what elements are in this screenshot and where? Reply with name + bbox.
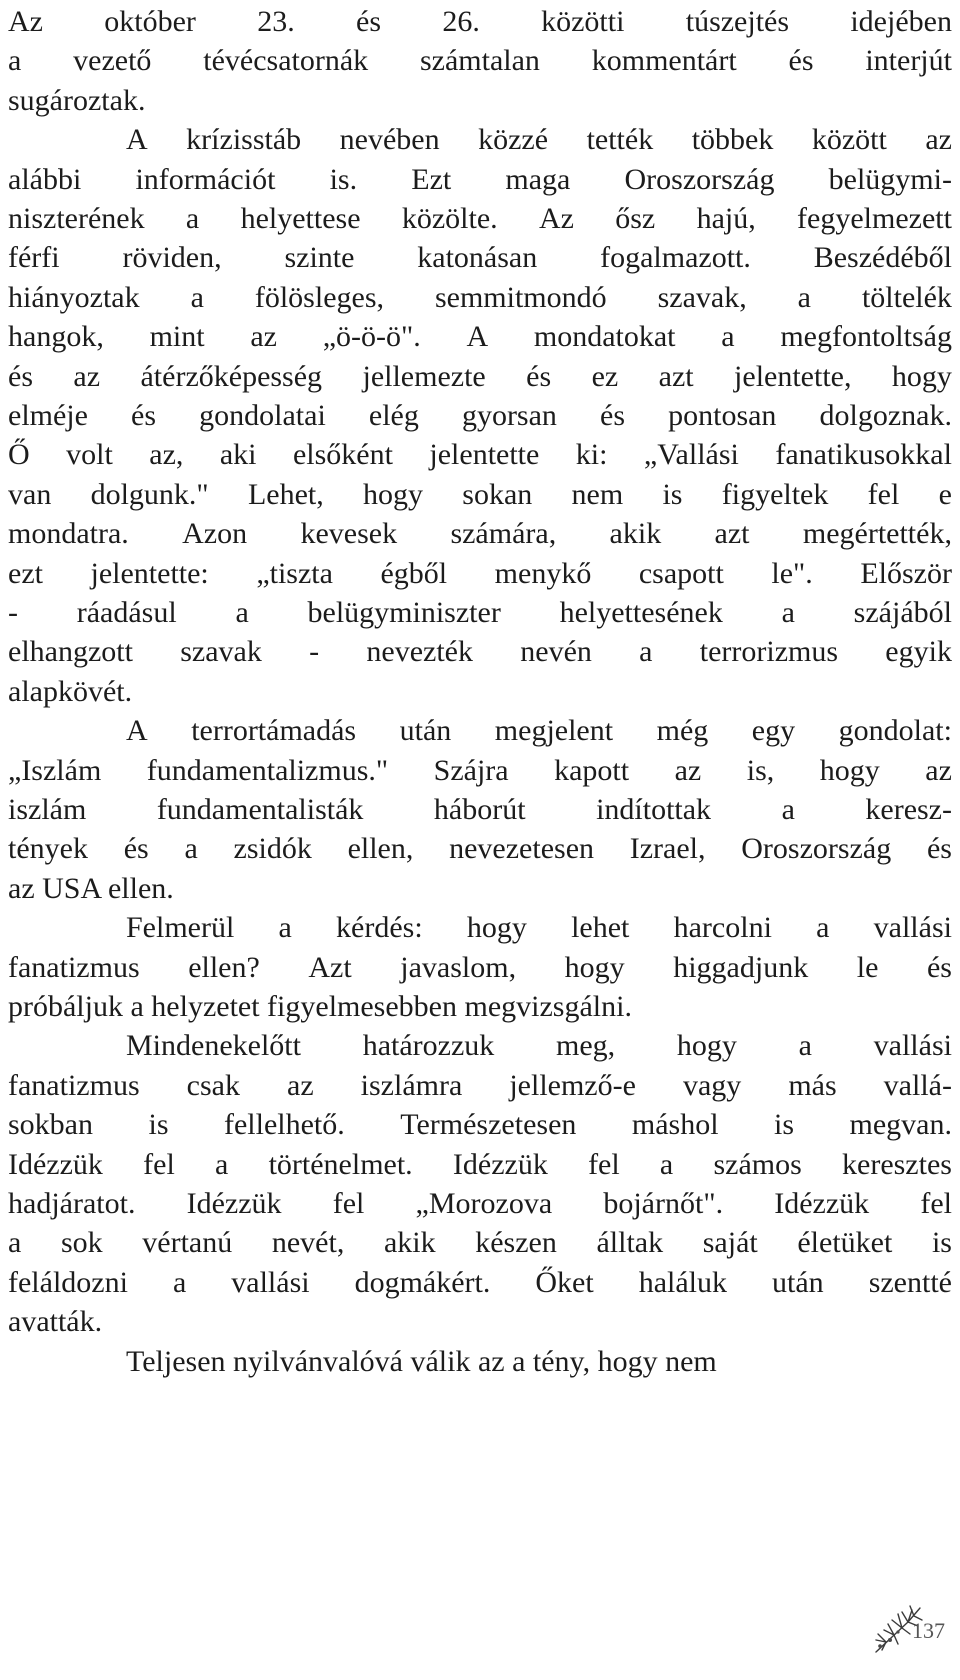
- text-line: hiányoztak a fölösleges, semmitmondó szavak, a töltelék: [8, 280, 952, 314]
- text-line: fanatizmus ellen? Azt javaslom, hogy higgadjunk le és: [8, 950, 952, 984]
- text-line: niszterének a helyettese közölte. Az ősz hajú, fegyelmezett: [8, 202, 952, 235]
- text-line: A terrortámadás után megjelent még egy gondolat:: [126, 714, 952, 748]
- text-line: feláldozni a vallási dogmákért. Őket haláluk után szentté: [8, 1265, 952, 1299]
- text-line: A krízisstáb nevében közzé tették többek között az: [126, 123, 952, 157]
- text-line: és az átérzőképesség jellemezte és ez azt jelentette, hogy: [8, 359, 952, 393]
- text-line: Felmerül a kérdés: hogy lehet harcolni a vallási: [126, 911, 952, 945]
- text-line: alábbi információt is. Ezt maga Oroszország belügymi-: [8, 162, 952, 196]
- text-line: van dolgunk." Lehet, hogy sokan nem is figyeltek fel e: [8, 477, 952, 511]
- text-line: sokban is fellelhető. Természetesen máshol is megvan.: [8, 1108, 952, 1142]
- text-line: ezt jelentette: „tiszta égből menykő csapott le". Először: [8, 556, 952, 590]
- text-line: Az október 23. és 26. közötti túszejtés idejében: [8, 5, 952, 38]
- text-line: avatták.: [8, 1305, 103, 1339]
- text-line: fanatizmus csak az iszlámra jellemző-e vagy más vallá-: [8, 1068, 952, 1102]
- text-line: iszlám fundamentalisták háborút indítottak a keresz-: [8, 793, 952, 826]
- text-line: mondatra. Azon kevesek számára, akik azt megértették,: [8, 517, 952, 551]
- page-number: 137: [912, 1618, 945, 1643]
- text-line: „Iszlám fundamentalizmus." Szájra kapott az is, hogy az: [8, 753, 952, 787]
- text-line: Mindenekelőtt határozzuk meg, hogy a vallási: [126, 1029, 952, 1063]
- text-line: Teljesen nyilvánvalóvá válik az a tény, hogy nem: [126, 1344, 717, 1378]
- text-line: a vezető tévécsatornák számtalan kommentárt és interjút: [8, 44, 952, 78]
- text-line: elhangzott szavak - nevezték nevén a terrorizmus egyik: [8, 635, 952, 669]
- text-line: Ő volt az, aki elsőként jelentette ki: „Vallási fanatikusokkal: [8, 438, 952, 472]
- text-line: férfi röviden, szinte katonásan fogalmazott. Beszédéből: [8, 241, 952, 275]
- text-line: tények és a zsidók ellen, nevezetesen Izrael, Oroszország és: [8, 832, 952, 866]
- text-line: hadjáratot. Idézzük fel „Morozova bojárnőt". Idézzük fel: [8, 1187, 952, 1220]
- text-line: - ráadásul a belügyminiszter helyettesének a szájából: [8, 596, 952, 629]
- text-line: elméje és gondolatai elég gyorsan és pontosan dolgoznak.: [8, 399, 952, 432]
- text-line: a sok vértanú nevét, akik készen álltak saját életüket is: [8, 1226, 952, 1260]
- text-line: alapkövét.: [8, 674, 133, 708]
- text-line: hangok, mint az „ö-ö-ö". A mondatokat a megfontoltság: [8, 320, 952, 354]
- text-line: próbáljuk a helyzetet figyelmesebben megvizsgálni.: [8, 990, 632, 1023]
- text-line: sugároztak.: [8, 83, 146, 117]
- text-line: Idézzük fel a történelmet. Idézzük fel a számos keresztes: [8, 1147, 952, 1181]
- text-line: az USA ellen.: [8, 871, 174, 905]
